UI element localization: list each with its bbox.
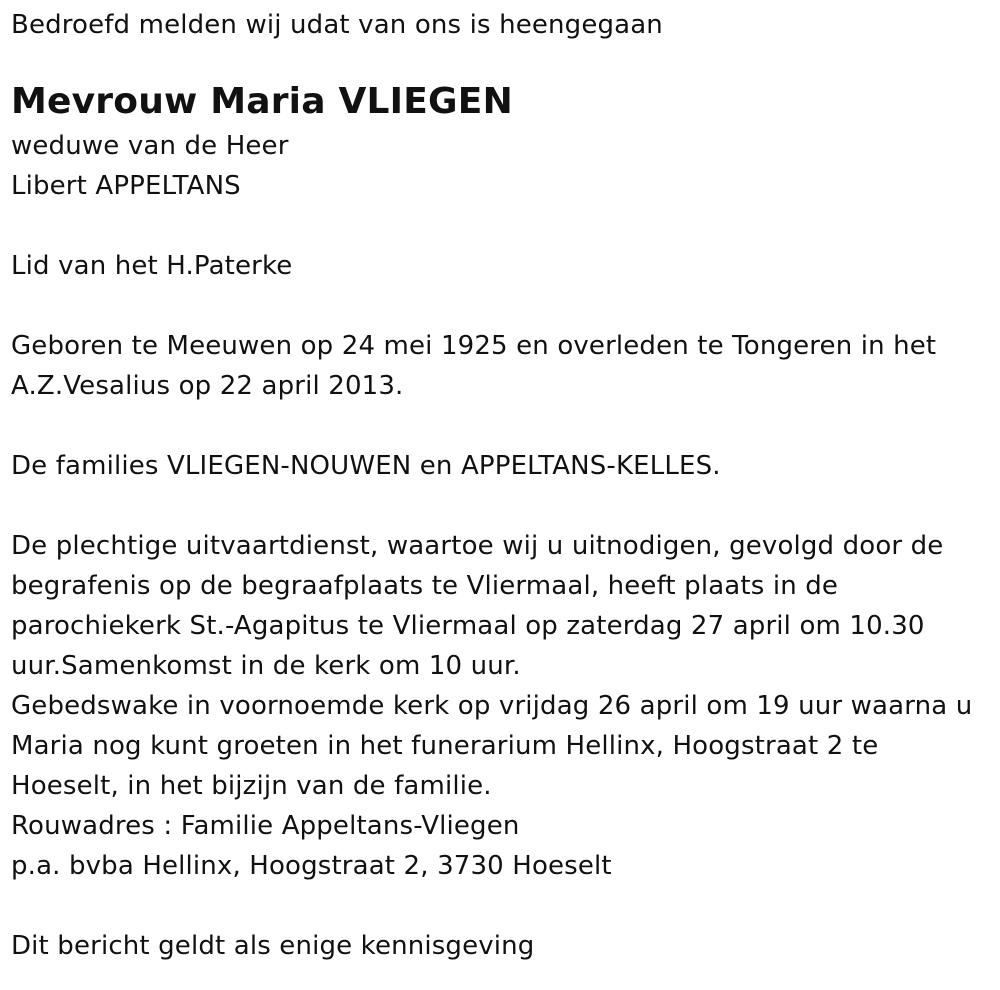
- birth-death-line-1: Geboren te Meeuwen op 24 mei 1925 en overleden te Tongeren in het: [11, 331, 937, 361]
- service-line: begrafenis op de begraafplaats te Vliermaal, heeft plaats in de: [11, 571, 839, 601]
- spouse-line-1: weduwe van de Heer: [11, 131, 289, 161]
- spacer: [11, 486, 991, 526]
- intro-text: Bedroefd melden wij udat van ons is heengegaan: [11, 10, 663, 40]
- mourning-address: Rouwadres : Familie Appeltans-Vliegen: [11, 811, 520, 841]
- spouse-line-2: Libert APPELTANS: [11, 171, 241, 201]
- membership-text: Lid van het H.Paterke: [11, 251, 293, 281]
- spacer: [11, 206, 991, 246]
- spacer: [11, 886, 991, 926]
- service-line: parochiekerk St.-Agapitus te Vliermaal op zaterdag 27 april om 10.30: [11, 611, 925, 641]
- spacer: [11, 286, 991, 326]
- service-line: Hoeselt, in het bijzijn van de familie.: [11, 771, 492, 801]
- service-line: uur.Samenkomst in de kerk om 10 uur.: [11, 651, 521, 681]
- birth-death-line-2: A.Z.Vesalius op 22 april 2013.: [11, 371, 404, 401]
- death-notice: [11, 0, 991, 966]
- care-of-address: p.a. bvba Hellinx, Hoogstraat 2, 3730 Hoeselt: [11, 851, 612, 881]
- spacer: [11, 406, 991, 446]
- service-line: De plechtige uitvaartdienst, waartoe wij u uitnodigen, gevolgd door de: [11, 531, 944, 561]
- service-line: Maria nog kunt groeten in het funerarium Hellinx, Hoogstraat 2 te: [11, 731, 879, 761]
- service-line: Gebedswake in voornoemde kerk op vrijdag 26 april om 19 uur waarna u: [11, 691, 973, 721]
- families-text: De families VLIEGEN-NOUWEN en APPELTANS-KELLES.: [11, 451, 721, 481]
- deceased-name: Mevrouw Maria VLIEGEN: [11, 81, 513, 122]
- closing-text: Dit bericht geldt als enige kennisgeving: [11, 931, 535, 961]
